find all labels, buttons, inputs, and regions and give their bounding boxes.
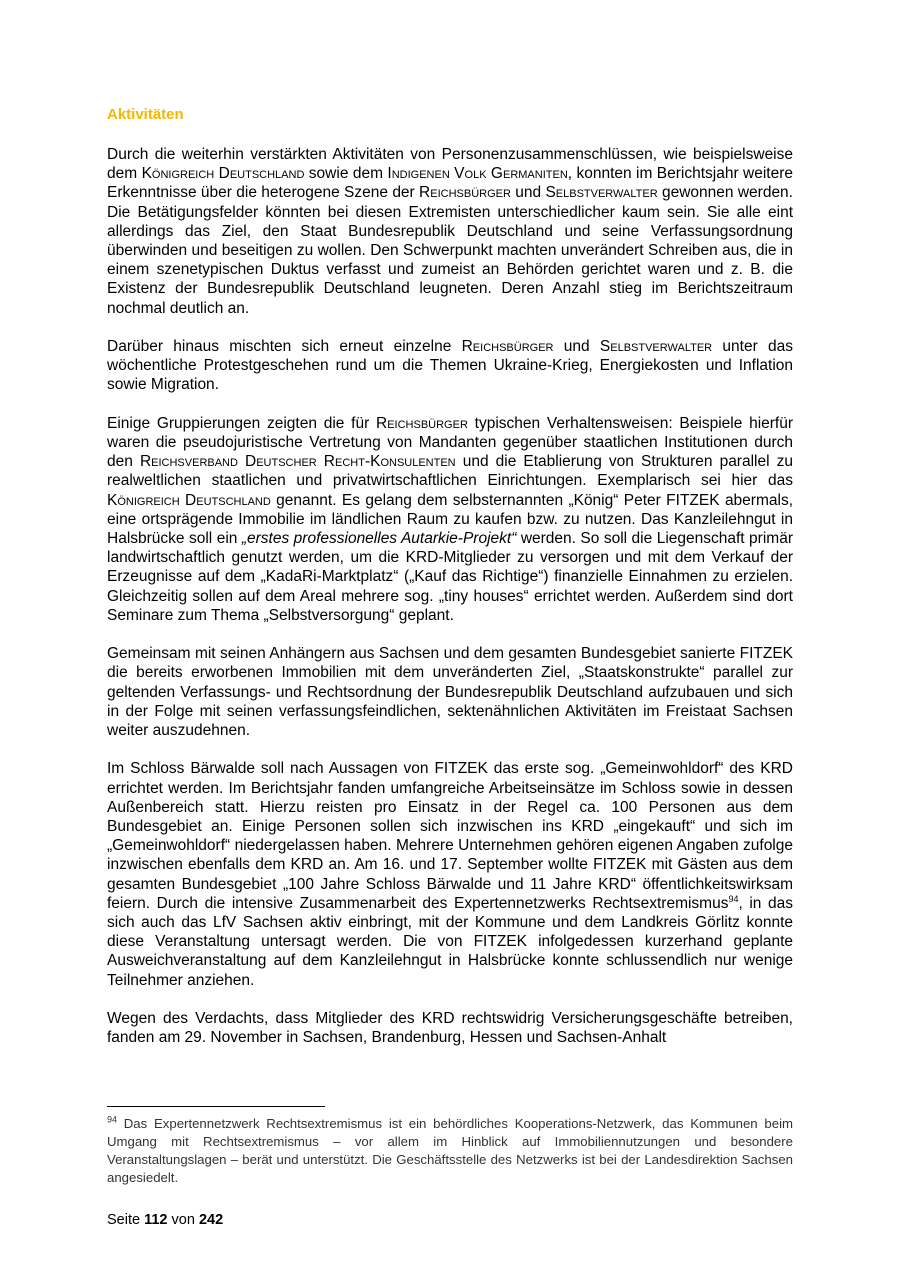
group-name: Reichsbürger [376, 414, 468, 432]
paragraph-2: Darüber hinaus mischten sich erneut einzelne Reichsbürger und Selbstverwalter unter das wöchentliche Protestgeschehen rund um die Themen Ukraine-Krieg, Energiekosten und Inflation sowie Migration. [107, 338, 793, 394]
paragraph-6: Wegen des Verdachts, dass Mitglieder des KRD rechtswidrig Versicherungsgeschäfte betreiben, fanden am 29. November in Sachsen, Brandenburg, Hessen und Sachsen-Anhalt [107, 1010, 793, 1047]
paragraph-4: Gemeinsam mit seinen Anhängern aus Sachsen und dem gesamten Bundesgebiet sanierte FITZEK die bereits erworbenen Immobilien mit dem unveränderten Ziel, „Staatskonstrukte“ parallel zur geltenden Verfassungs- und Rechtsordnung der Bundesrepublik Deutschland aufzubauen und sich in der Folge mit seinen verfassungsfeindlichen, sektenähnlichen Aktivitäten im Freistaat Sachsen weiter auszudehnen. [107, 645, 793, 740]
group-name: Reichsbürger [419, 184, 511, 202]
group-name: Reichsbürger [461, 338, 554, 356]
footnote-text: Das Expertennetzwerk Rechtsextremismus ist ein behördliches Kooperations-Netzwerk, das Kommunen beim Umgang mit Rechtsextremismus – vor allem im Hinblick auf Immobiliennutzungen und besondere Veranstaltungslagen – berät und unterstützt. Die Geschäftsstelle des Netzwerks ist bei der Landesdirektion Sachsen angesiedelt. [107, 1116, 793, 1185]
total-pages: 242 [198, 1212, 224, 1228]
paragraph-1: Durch die weiterhin verstärkten Aktivitäten von Personenzusammenschlüssen, wie beispielsweise dem Königreich Deutschland sowie dem Indigenen Volk Germaniten, konnten im Berichtsjahr weitere Erkenntnisse über die heterogene Szene der Reichsbürger und Selbstverwalter gewonnen werden. Die Betätigungsfelder könnten bei diesen Extremisten unterschiedlicher kaum sein. Sie alle eint allerdings das Ziel, den Staat Bundesrepublik Deutschland und seine Verfassungsordnung überwinden und beseitigen zu wollen. Den Schwerpunkt machten unverändert Schreiben aus, die in einem szenetypischen Duktus verfasst und zumeist an Behörden gerichtet waren und z. B. die Existenz der Bundesrepublik Deutschland leugneten. Deren Anzahl stieg im Berichtszeitraum nochmal deutlich an. [107, 146, 793, 317]
org-name: Königreich Deutschland [107, 491, 271, 509]
org-name: Königreich Deutschland [141, 165, 305, 183]
quote-italic: „erstes professionelles Autarkie-Projekt“ [241, 530, 517, 548]
footnote-number: 94 [107, 1114, 118, 1125]
body-text [107, 145, 793, 1067]
section-heading: Aktivitäten [107, 106, 184, 123]
footnote-divider [107, 1106, 325, 1107]
org-name: Reichsverband Deutscher Recht-Konsulenten [139, 453, 456, 471]
org-name: Indigenen Volk Germaniten [387, 165, 568, 183]
page-number: Seite 112 von 242 [107, 1212, 224, 1228]
footnote-reference[interactable]: 94 [728, 893, 739, 904]
paragraph-3: Einige Gruppierungen zeigten die für Reichsbürger typischen Verhaltensweisen: Beispiele hierfür waren die pseudojuristische Vertretung von Mandanten gegenüber staatlichen Institutionen durch den Reichsverband Deutscher Recht-Konsulenten und die Etablierung von Strukturen parallel zu realweltlichen staatlichen und privatwirtschaftlichen Einrichtungen. Exemplarisch sei hier das Königreich Deutschland genannt. Es gelang dem selbsternannten „König“ Peter FITZEK abermals, eine ortsprägende Immobilie im ländlichen Raum zu kaufen bzw. zu nutzen. Das Kanzleilehngut in Halsbrücke soll ein „erstes professionelles Autarkie-Projekt“ werden. So soll die Liegenschaft primär landwirtschaftlich genutzt werden, um die KRD-Mitglieder zu versorgen und mit dem Verkauf der Erzeugnisse auf dem „KadaRi-Marktplatz“ („Kauf das Richtige“) finanzielle Einnahmen zu erzielen. Gleichzeitig sollen auf dem Areal mehrere sog. „tiny houses“ errichtet werden. Außerdem sind dort Seminare zum Thema „Selbstversorgung“ geplant. [107, 414, 794, 624]
current-page: 112 [144, 1212, 168, 1228]
footnote [107, 1115, 793, 1187]
paragraph-5: Im Schloss Bärwalde soll nach Aussagen von FITZEK das erste sog. „Gemeinwohldorf“ des KRD errichtet werden. Im Berichtsjahr fanden umfangreiche Arbeitseinsätze im Schloss sowie in dessen Außenbereich statt. Hierzu reisten pro Einsatz in der Regel ca. 100 Personen aus dem Bundesgebiet an. Einige Personen sollen sich inzwischen ins KRD „eingekauft“ und sich im „Gemeinwohldorf“ niedergelassen haben. Mehrere Unternehmen gehören eigenen Angaben zufolge inzwischen ebenfalls dem KRD an. Am 16. und 17. September wollte FITZEK mit Gästen aus dem gesamten Bundesgebiet „100 Jahre Schloss Bärwalde und 11 Jahre KRD“ öffentlichkeitswirksam feiern. Durch die intensive Zusammenarbeit des Expertennetzwerks Rechtsextremismus$^{94}$, in das sich auch das LfV Sachsen aktiv einbringt, mit der Kommune und dem Landkreis Görlitz konnte diese Veranstaltung untersagt werden. Die von FITZEK infolgedessen kurzerhand geplante Ausweichveranstaltung auf dem Kanzleilehngut in Halsbrücke konnte schlussendlich nur wenige Teilnehmer anziehen. [107, 760, 793, 989]
group-name: Selbstverwalter [599, 338, 713, 356]
group-name: Selbstverwalter [545, 184, 658, 202]
